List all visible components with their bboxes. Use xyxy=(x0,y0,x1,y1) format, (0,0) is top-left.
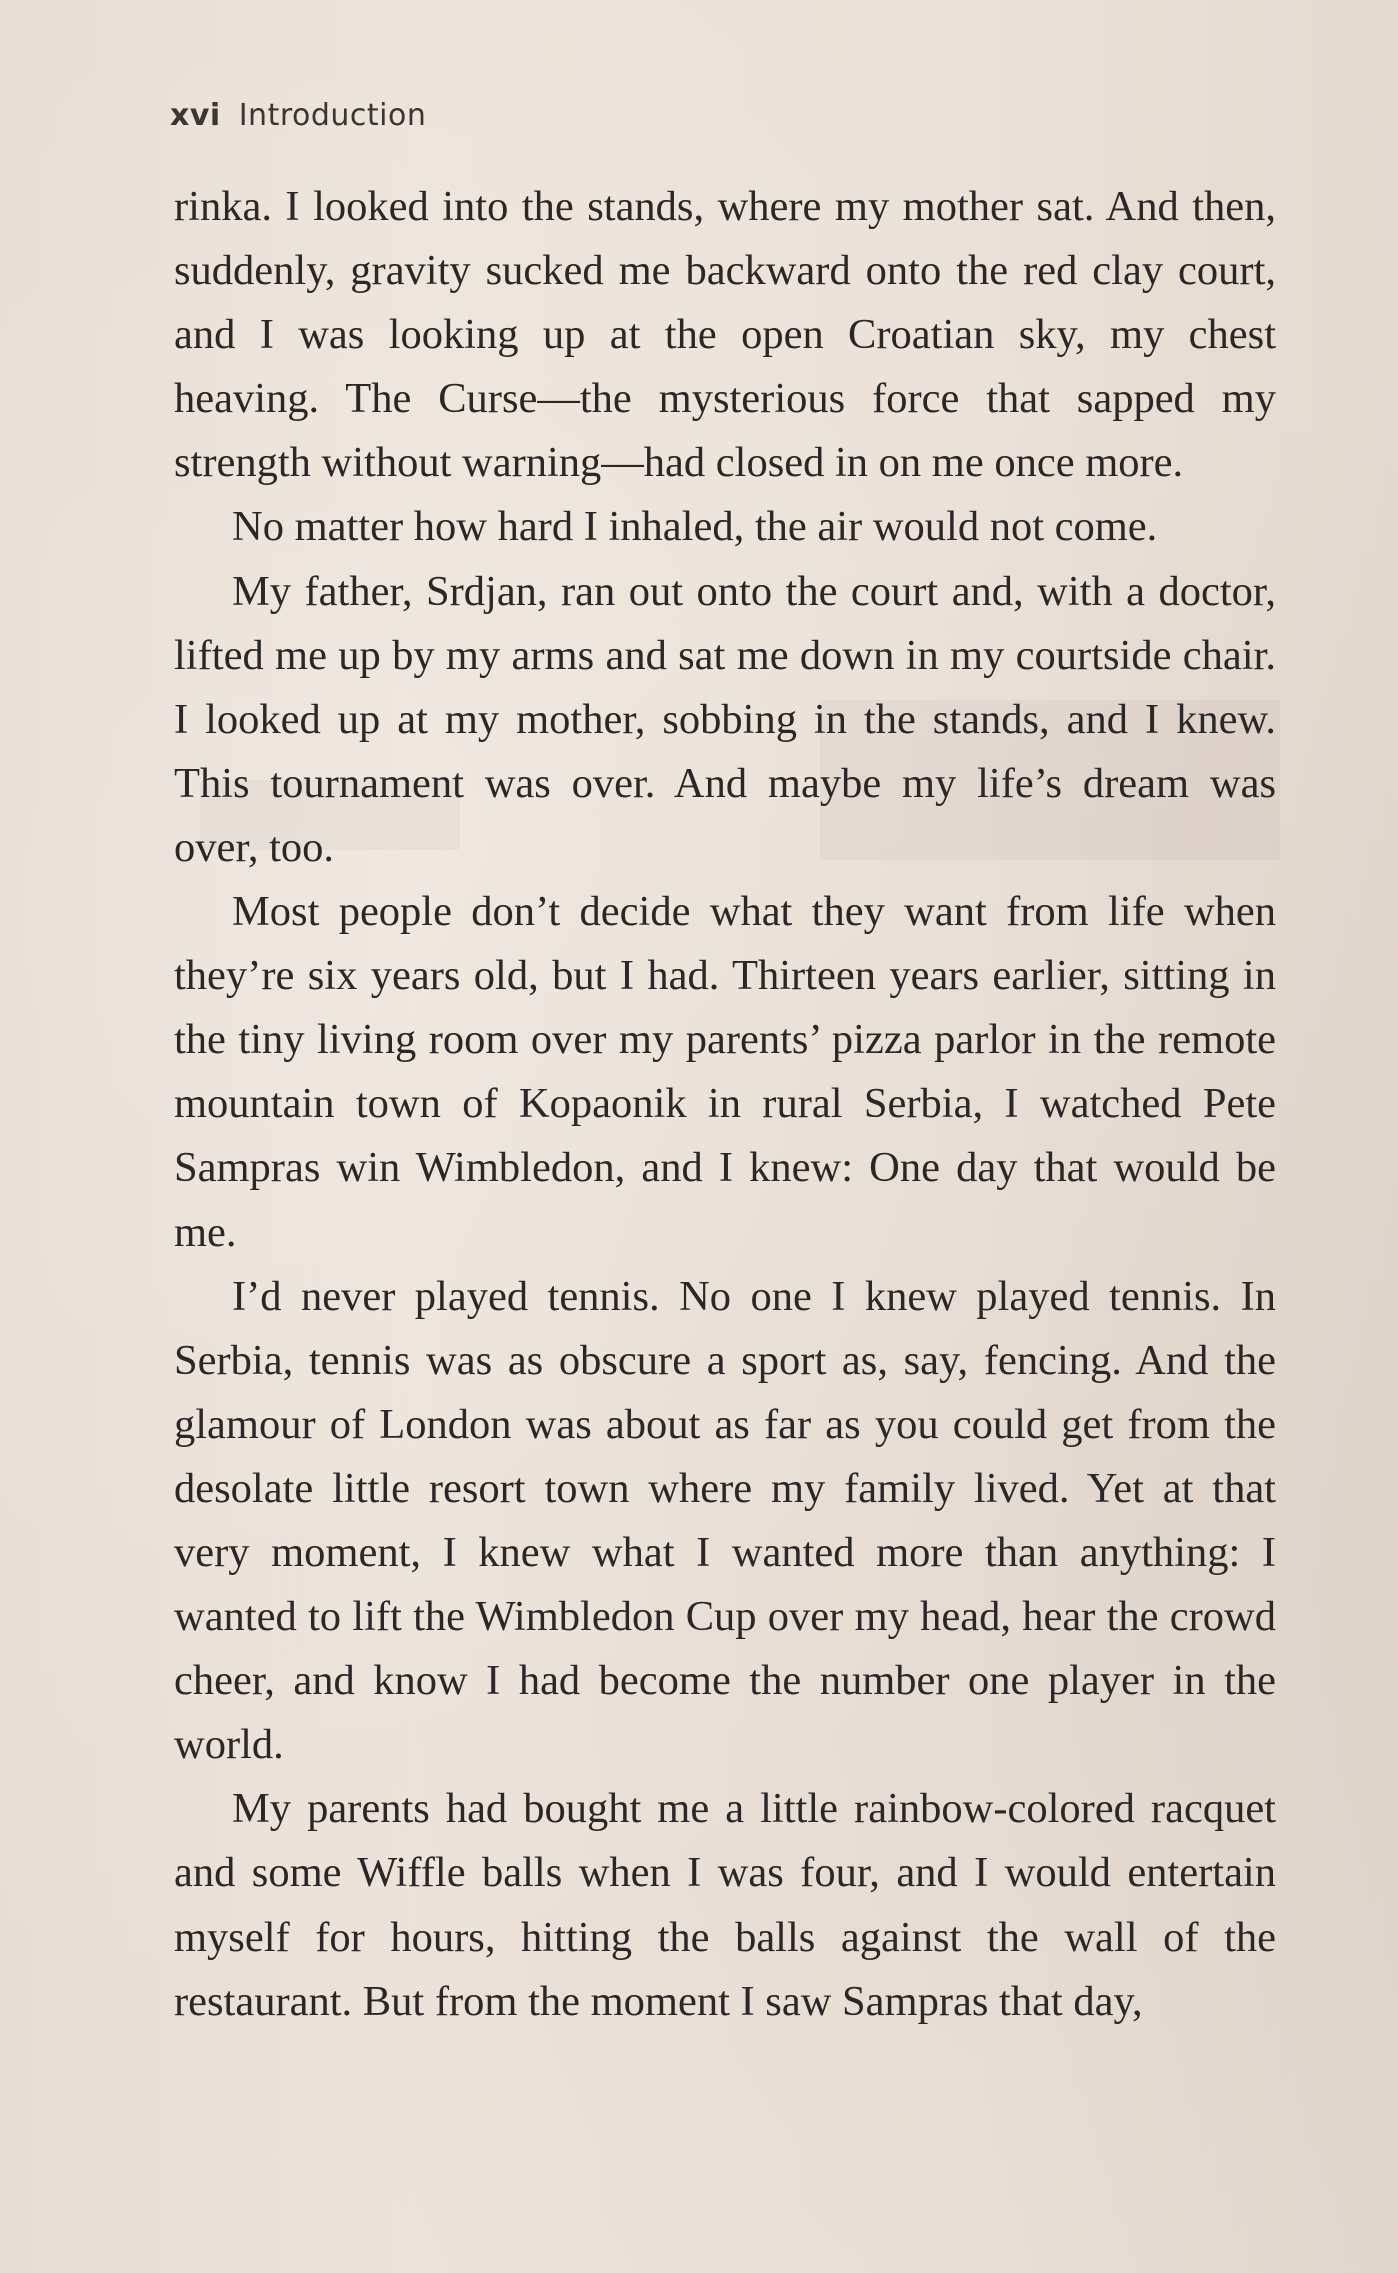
paragraph: No matter how hard I inhaled, the air would not come. xyxy=(232,503,1158,551)
page-number: xvi xyxy=(170,98,221,133)
running-head xyxy=(170,98,426,133)
paragraph: rinka. I looked into the stands, where my mother sat. And then, suddenly, gravity sucked me backward onto the red clay court, and I was looking up at the open Croatian sky, my chest heaving. The Curse—the mysterious force that sapped my strength without warning—had closed in on me once more. xyxy=(174,183,1276,487)
section-title: Introduction xyxy=(238,98,427,133)
paragraph: I’d never played tennis. No one I knew played tennis. In Serbia, tennis was as obscure a sport as, say, fencing. And the glamour of London was about as far as you could get from the desolate little resort town where my family lived. Yet at that very moment, I knew what I wanted more than anything: I wanted to lift the Wimbledon Cup over my head, hear the crowd cheer, and know I had become the number one player in the world. xyxy=(174,1272,1276,1769)
body-text xyxy=(174,175,1276,2034)
paragraph: Most people don’t decide what they want from life when they’re six years old, but I had. Thirteen years earlier, sitting in the tiny living room over my parents’ pizza parlor in the remote mountain town of Kopaonik in rural Serbia, I watched Pete Sampras win Wimbledon, and I knew: One day that would be me. xyxy=(174,888,1276,1256)
paragraph: My father, Srdjan, ran out onto the court and, with a doctor, lifted me up by my arms and sat me down in my courtside chair. I looked up at my mother, sobbing in the stands, and I knew. This tournament was over. And maybe my life’s dream was over, too. xyxy=(174,567,1276,871)
paragraph: My parents had bought me a little rainbow-colored racquet and some Wiffle balls when I was four, and I would entertain myself for hours, hitting the balls against the wall of the restaurant. But from the moment I saw Sampras that day, xyxy=(174,1785,1276,2025)
